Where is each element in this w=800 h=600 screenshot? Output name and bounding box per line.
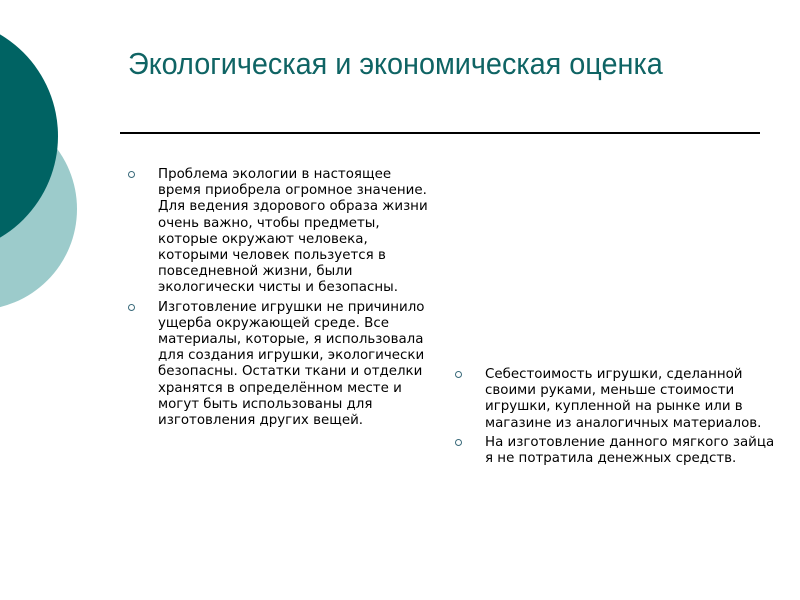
list-item bbox=[128, 167, 428, 297]
bullet-text: Себестоимость игрушки, сделанной своими руками, меньше стоимости игрушки, купленной на рынке или в магазине из аналогичных материалов. bbox=[485, 367, 762, 431]
bullet-text: Проблема экологии в настоящее время приобрела огромное значение. Для ведения здорового образа жизни очень важно, чтобы предметы, которые окружают человека, которыми человек пользуется в повседневной жизни, были экологически чисты и безопасны. bbox=[158, 167, 428, 296]
hollow-circle-bullet-icon bbox=[455, 371, 462, 378]
title-divider bbox=[120, 132, 760, 134]
list-item bbox=[455, 367, 775, 432]
hollow-circle-bullet-icon bbox=[455, 439, 462, 446]
hollow-circle-bullet-icon bbox=[128, 304, 135, 311]
bullet-text: Изготовление игрушки не причинило ущерба окружающей среде. Все материалы, которые, я использовала для создания игрушки, экологически безопасны. Остатки ткани и отделки хранятся в определённом месте и могут быть использованы для изготовления других вещей. bbox=[158, 299, 425, 429]
bullet-text: На изготовление данного мягкого зайца я не потратила денежных средств. bbox=[485, 434, 775, 467]
slide-title: Экологическая и экономическая оценка bbox=[128, 46, 663, 81]
list-item bbox=[128, 300, 428, 430]
hollow-circle-bullet-icon bbox=[128, 171, 135, 178]
left-bullet-list bbox=[128, 167, 428, 432]
list-item bbox=[455, 435, 775, 467]
right-bullet-list bbox=[455, 367, 775, 470]
